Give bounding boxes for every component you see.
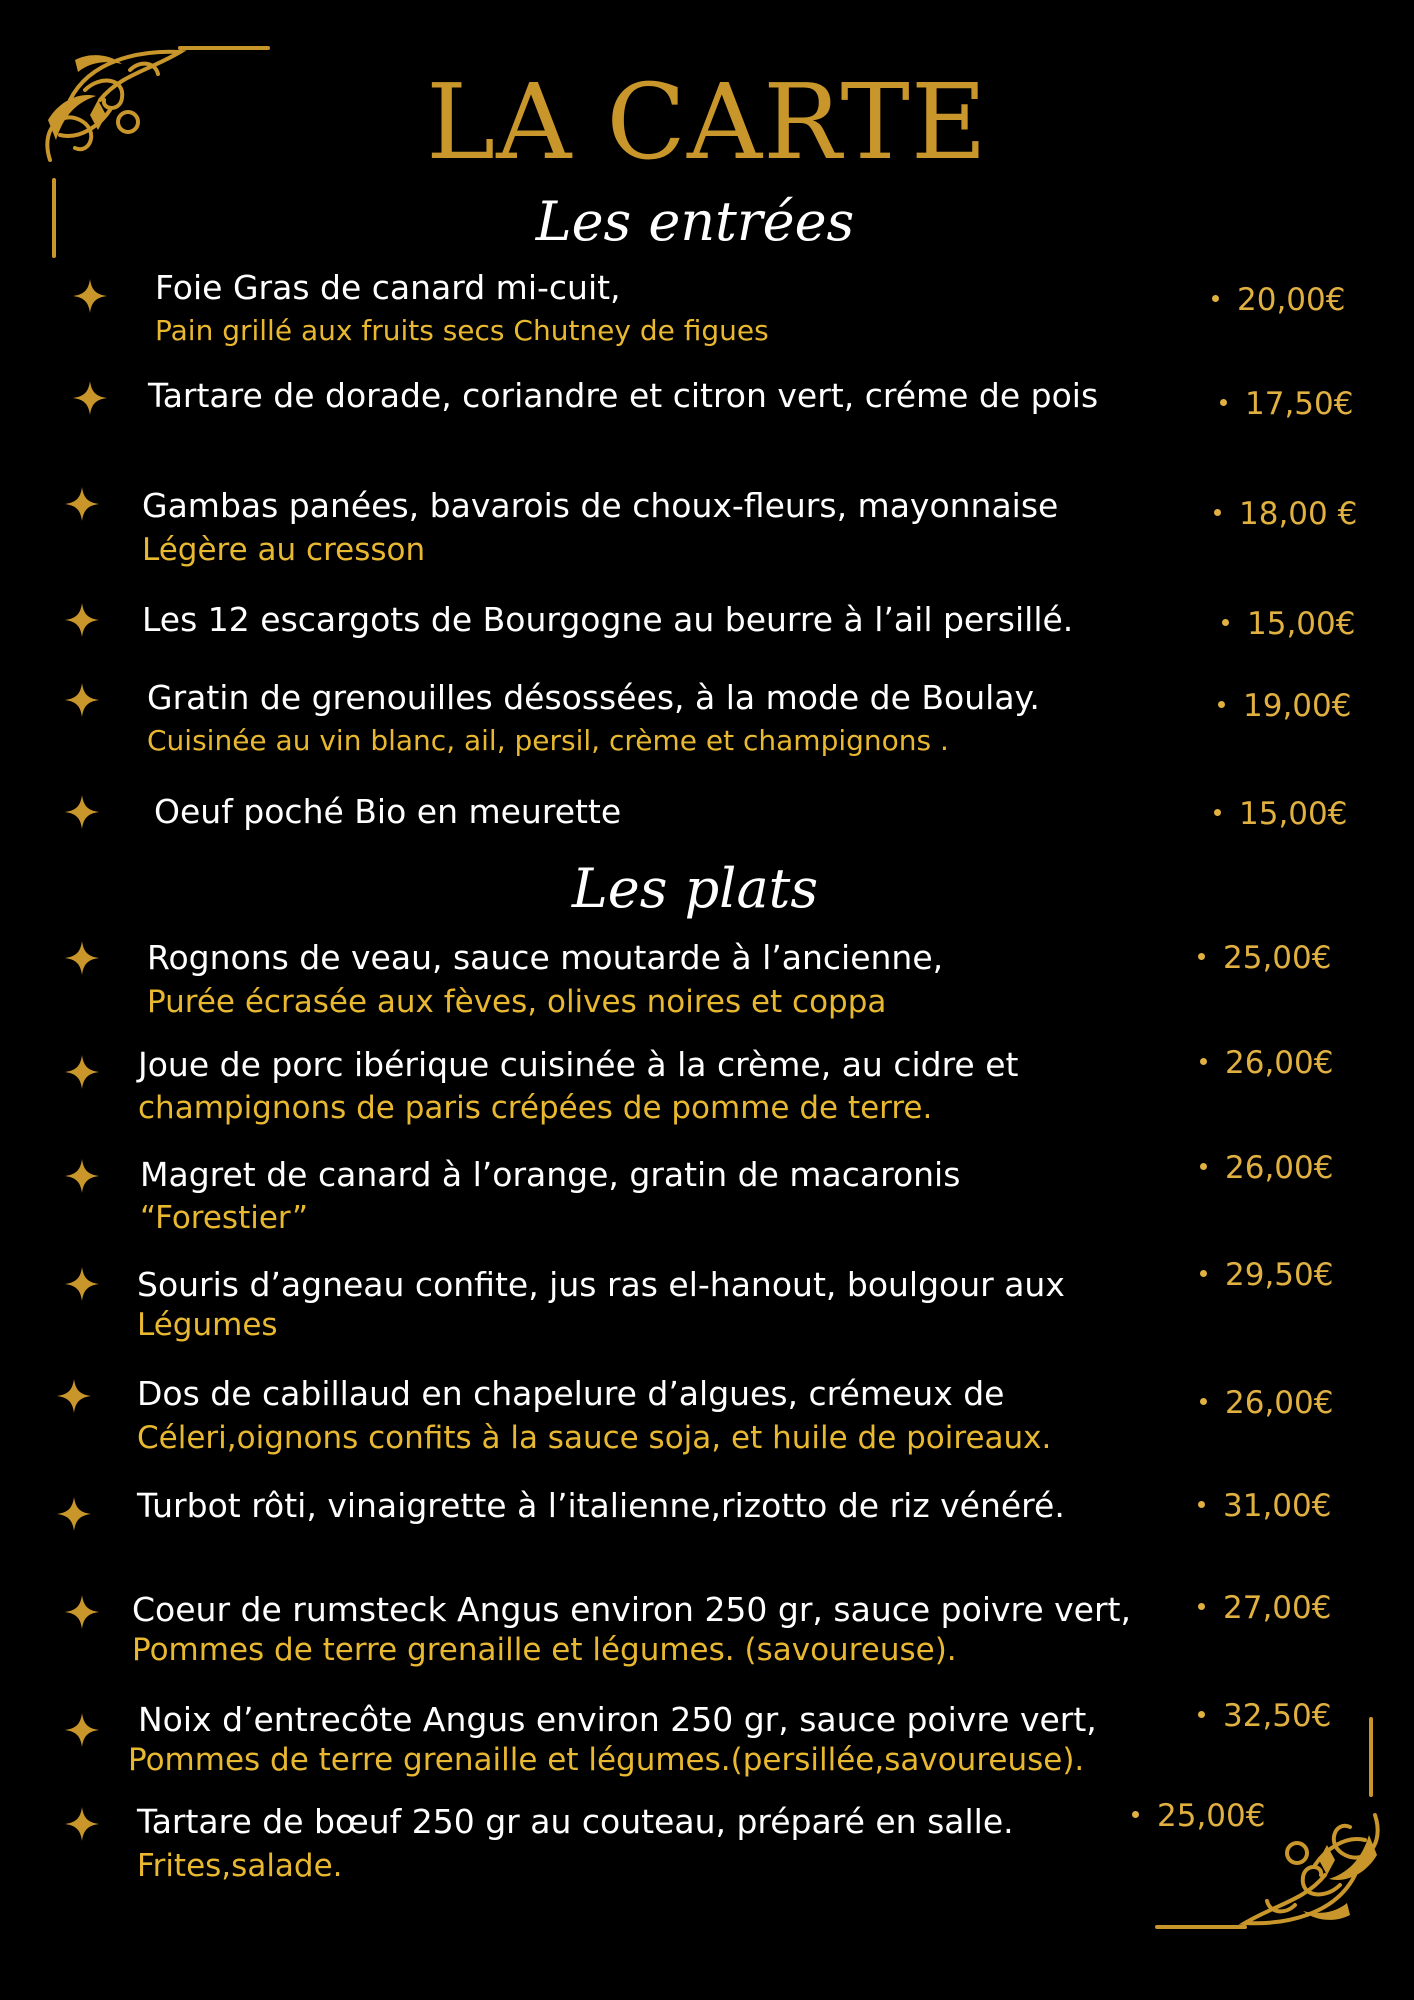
bullet-dot-icon — [1200, 1163, 1207, 1170]
dish-name: Coeur de rumsteck Angus environ 250 gr, sauce poivre vert, — [132, 1590, 1131, 1629]
four-point-star-icon — [64, 682, 100, 718]
four-point-star-icon — [56, 1496, 92, 1532]
menu-title: LA CARTE — [426, 61, 988, 183]
dish-description: Légère au cresson — [142, 532, 426, 568]
four-point-star-icon — [64, 794, 100, 830]
four-point-star-icon — [64, 1806, 100, 1842]
dish-name: Les 12 escargots de Bourgogne au beurre à l’ail persillé. — [142, 600, 1074, 639]
dish-price — [1198, 1698, 1331, 1735]
dish-price — [1200, 1150, 1333, 1187]
dish-description: Pommes de terre grenaille et légumes. (savoureuse). — [132, 1632, 957, 1668]
bullet-dot-icon — [1132, 1811, 1139, 1818]
dish-name: Tartare de bœuf 250 gr au couteau, préparé en salle. — [137, 1802, 1014, 1841]
price-value: 18,00 € — [1239, 496, 1358, 532]
price-value: 26,00€ — [1225, 1150, 1334, 1186]
dish-description: Pain grillé aux fruits secs Chutney de figues — [155, 314, 769, 347]
price-value: 15,00€ — [1247, 606, 1356, 642]
dish-price — [1214, 496, 1357, 533]
dish-price — [1212, 282, 1345, 319]
dish-description: champignons de paris crépées de pomme de terre. — [138, 1090, 933, 1126]
four-point-star-icon — [56, 1378, 92, 1414]
four-point-star-icon — [64, 1712, 100, 1748]
dish-price — [1198, 1590, 1331, 1627]
dish-name: Noix d’entrecôte Angus environ 250 gr, sauce poivre vert, — [138, 1700, 1097, 1739]
price-value: 31,00€ — [1223, 1488, 1332, 1524]
dish-price — [1218, 688, 1351, 725]
dish-description: Légumes — [137, 1307, 278, 1343]
dish-description: Frites,salade. — [137, 1848, 343, 1884]
dish-description: Purée écrasée aux fèves, olives noires et coppa — [147, 984, 887, 1020]
four-point-star-icon — [64, 1158, 100, 1194]
dish-price — [1220, 386, 1353, 423]
dish-name: Joue de porc ibérique cuisinée à la crème, au cidre et — [138, 1045, 1019, 1084]
bullet-dot-icon — [1220, 399, 1227, 406]
dish-name: Oeuf poché Bio en meurette — [154, 792, 622, 831]
dish-price — [1214, 796, 1347, 833]
bullet-dot-icon — [1198, 1501, 1205, 1508]
dish-price — [1200, 1385, 1333, 1422]
dish-description: Céleri,oignons confits à la sauce soja, et huile de poireaux. — [137, 1420, 1052, 1456]
dish-name: Souris d’agneau confite, jus ras el-hanout, boulgour aux — [137, 1265, 1065, 1304]
bullet-dot-icon — [1200, 1398, 1207, 1405]
dish-name: Tartare de dorade, coriandre et citron vert, créme de pois — [148, 376, 1099, 415]
four-point-star-icon — [64, 602, 100, 638]
dish-description: Pommes de terre grenaille et légumes.(persillée,savoureuse). — [128, 1742, 1085, 1778]
four-point-star-icon — [64, 486, 100, 522]
bullet-dot-icon — [1214, 809, 1221, 816]
price-value: 27,00€ — [1223, 1590, 1332, 1626]
four-point-star-icon — [64, 1266, 100, 1302]
dish-name: Rognons de veau, sauce moutarde à l’ancienne, — [147, 938, 944, 977]
bullet-dot-icon — [1198, 1711, 1205, 1718]
bullet-dot-icon — [1218, 701, 1225, 708]
dish-name: Gratin de grenouilles désossées, à la mode de Boulay. — [147, 678, 1040, 717]
bullet-dot-icon — [1200, 1058, 1207, 1065]
price-value: 25,00€ — [1223, 940, 1332, 976]
four-point-star-icon — [64, 1054, 100, 1090]
bullet-dot-icon — [1222, 619, 1229, 626]
bullet-dot-icon — [1198, 1603, 1205, 1610]
dish-price — [1198, 940, 1331, 977]
section-heading-entrees: Les entrées — [535, 190, 855, 253]
dish-name: Magret de canard à l’orange, gratin de macaronis — [140, 1155, 961, 1194]
price-value: 17,50€ — [1245, 386, 1354, 422]
price-value: 26,00€ — [1225, 1385, 1334, 1421]
four-point-star-icon — [72, 278, 108, 314]
bullet-dot-icon — [1212, 295, 1219, 302]
four-point-star-icon — [64, 940, 100, 976]
bullet-dot-icon — [1198, 953, 1205, 960]
price-value: 29,50€ — [1225, 1257, 1334, 1293]
dish-name: Foie Gras de canard mi-cuit, — [155, 268, 621, 307]
price-value: 32,50€ — [1223, 1698, 1332, 1734]
bullet-dot-icon — [1214, 509, 1221, 516]
dish-name: Gambas panées, bavarois de choux-fleurs, mayonnaise — [142, 486, 1059, 525]
dish-price — [1222, 606, 1355, 643]
four-point-star-icon — [72, 380, 108, 416]
price-value: 20,00€ — [1237, 282, 1346, 318]
dish-price — [1200, 1045, 1333, 1082]
price-value: 26,00€ — [1225, 1045, 1334, 1081]
dish-description: “Forestier” — [140, 1200, 309, 1236]
price-value: 25,00€ — [1157, 1798, 1266, 1834]
dish-description: Cuisinée au vin blanc, ail, persil, crème et champignons . — [147, 724, 949, 757]
dish-price — [1132, 1798, 1265, 1835]
four-point-star-icon — [64, 1594, 100, 1630]
price-value: 15,00€ — [1239, 796, 1348, 832]
price-value: 19,00€ — [1243, 688, 1352, 724]
dish-name: Turbot rôti, vinaigrette à l’italienne,rizotto de riz vénéré. — [137, 1486, 1065, 1525]
dish-price — [1198, 1488, 1331, 1525]
dish-price — [1200, 1257, 1333, 1294]
section-heading-plats: Les plats — [571, 857, 819, 920]
dish-name: Dos de cabillaud en chapelure d’algues, crémeux de — [137, 1374, 1005, 1413]
bullet-dot-icon — [1200, 1270, 1207, 1277]
